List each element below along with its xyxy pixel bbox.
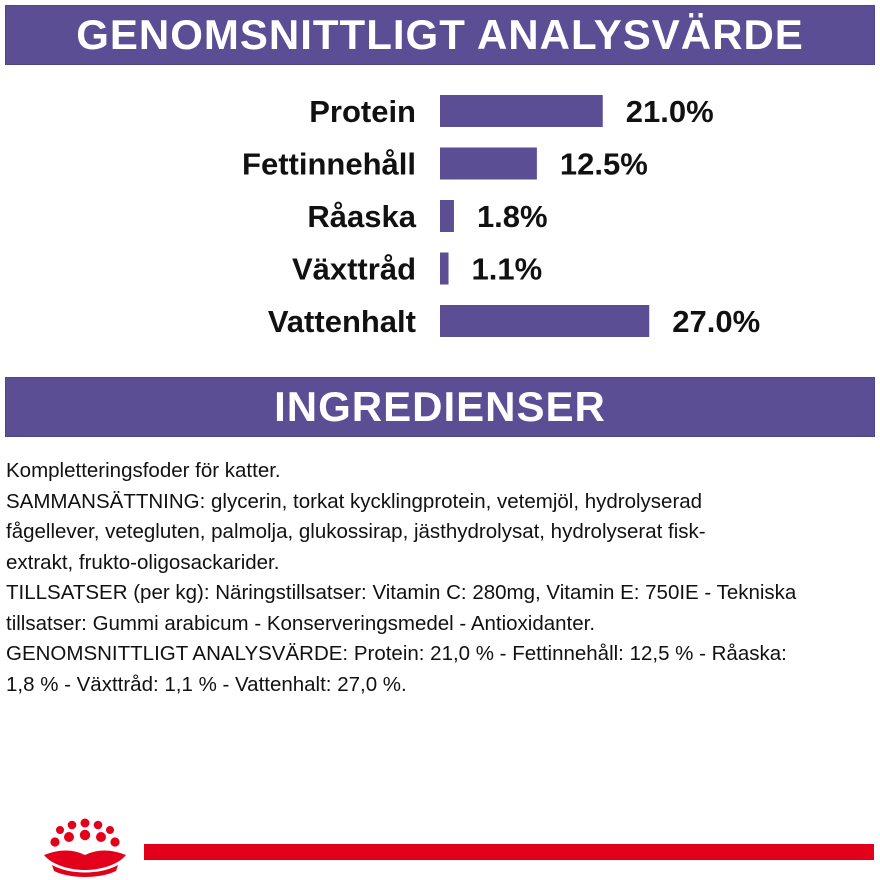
bar bbox=[440, 200, 454, 232]
ingredients-line: Kompletteringsfoder för katter. bbox=[6, 459, 281, 482]
bar-category-label: Råaska bbox=[307, 199, 416, 234]
bar bbox=[440, 95, 603, 127]
bar-value-label: 1.8% bbox=[476, 199, 548, 234]
bar bbox=[440, 305, 649, 337]
bar-category-label: Vattenhalt bbox=[267, 304, 416, 339]
bar-value-label: 27.0% bbox=[672, 304, 761, 339]
analysis-title: GENOMSNITTLIGT ANALYSVÄRDE bbox=[76, 11, 804, 58]
footer-brand-bar bbox=[0, 815, 880, 880]
ingredients-line: fågellever, vetegluten, palmolja, glukossirap, jästhydrolysat, hydrolyserat fisk- bbox=[6, 520, 706, 543]
ingredients-line: SAMMANSÄTTNING: glycerin, torkat kycklingprotein, vetemjöl, hydrolyserad bbox=[6, 489, 703, 513]
bar-value-label: 12.5% bbox=[559, 146, 648, 182]
ingredients-line: 1,8 % - Växttråd: 1,1 % - Vattenhalt: 27,0 %. bbox=[6, 672, 407, 696]
ingredients-line: GENOMSNITTLIGT ANALYSVÄRDE: Protein: 21,0 % - Fettinnehåll: 12,5 % - Råaska: bbox=[6, 642, 787, 665]
ingredients-text bbox=[6, 456, 874, 700]
bar-value-label: 1.1% bbox=[471, 251, 543, 287]
bar bbox=[440, 148, 537, 180]
ingredients-line: extrakt, frukto-oligosackarider. bbox=[6, 550, 280, 574]
footer-red-line bbox=[144, 844, 874, 860]
bar-value-label: 21.0% bbox=[625, 94, 714, 129]
royal-canin-crown-icon bbox=[44, 819, 126, 878]
ingredients-line: TILLSATSER (per kg): Näringstillsatser: Vitamin C: 280mg, Vitamin E: 750IE - Tekniska bbox=[6, 581, 797, 604]
analysis-bar-chart bbox=[0, 0, 880, 370]
ingredients-line: tillsatser: Gummi arabicum - Konserveringsmedel - Antioxidanter. bbox=[6, 611, 596, 635]
bar-category-label: Protein bbox=[309, 94, 416, 129]
ingredients-title-banner bbox=[5, 377, 875, 437]
bar-category-label: Fettinnehåll bbox=[242, 146, 416, 182]
bar bbox=[440, 253, 449, 285]
bar-category-label: Växttråd bbox=[291, 251, 416, 287]
ingredients-title: INGREDIENSER bbox=[274, 383, 606, 430]
